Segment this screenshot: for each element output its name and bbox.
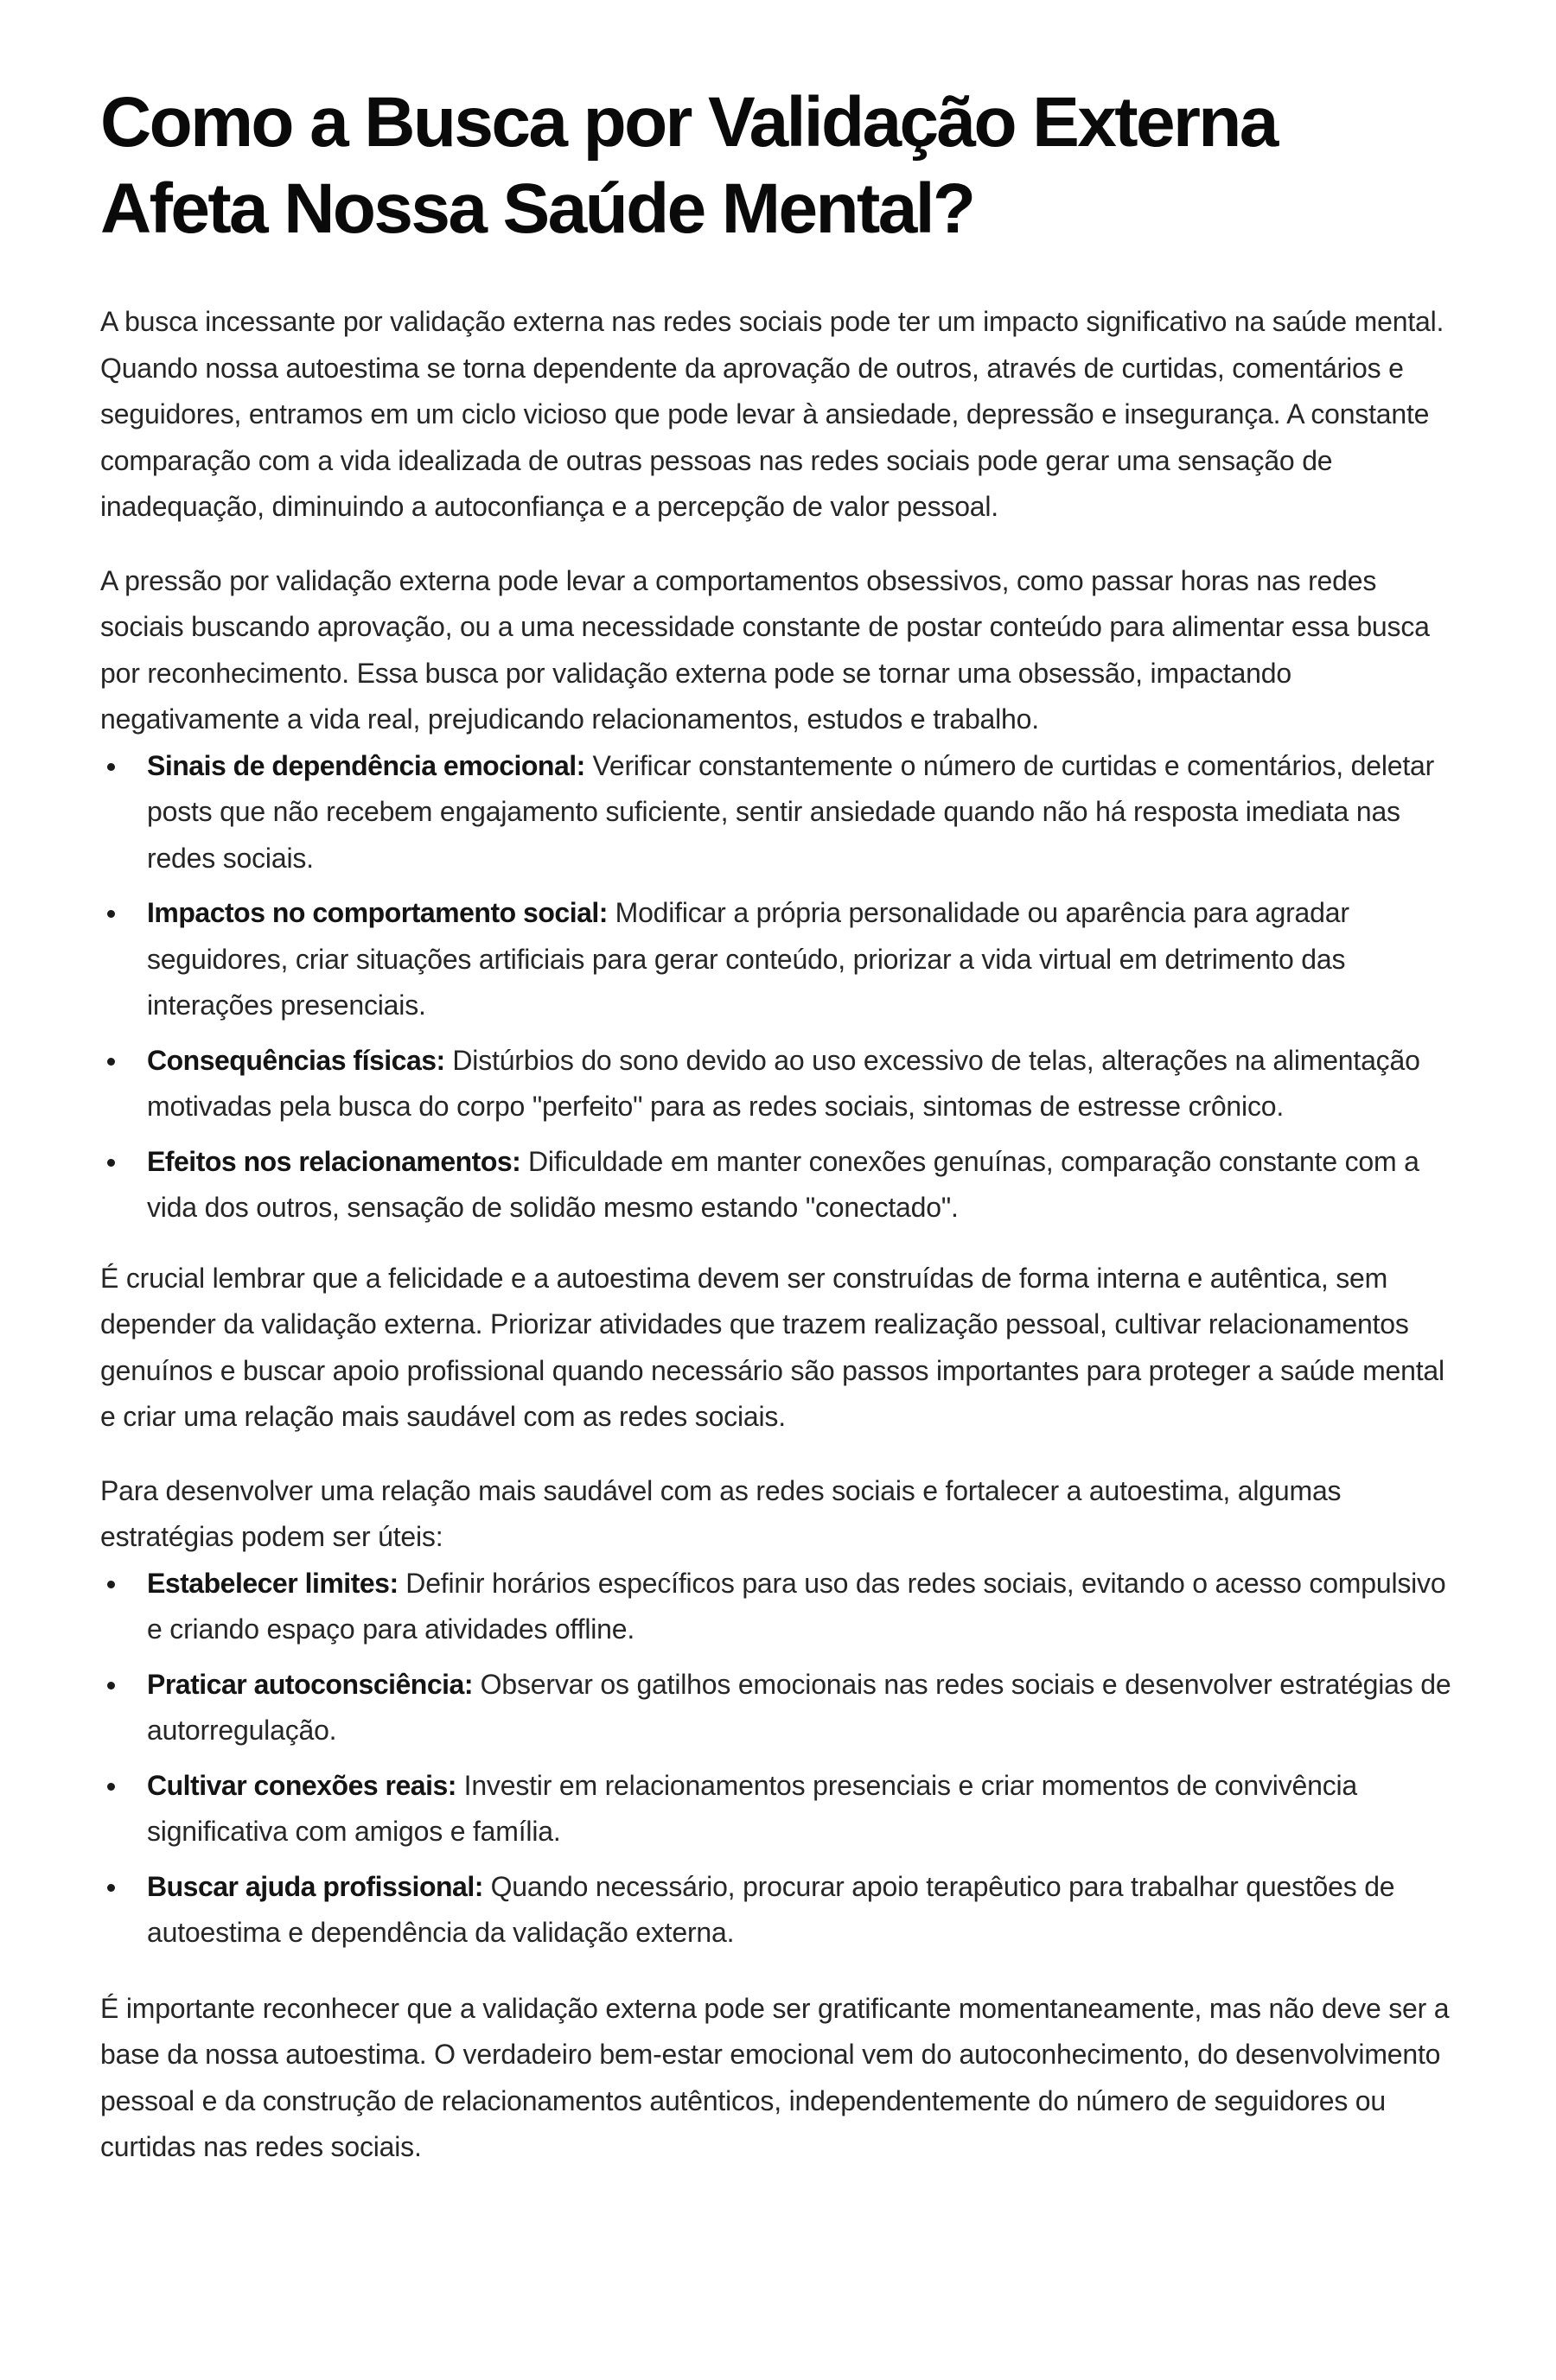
list-item-label: Efeitos nos relacionamentos:	[147, 1145, 521, 1177]
strategies-list	[100, 1561, 1456, 1957]
article-title	[100, 80, 1449, 252]
effects-list	[100, 743, 1456, 1231]
list-item	[100, 1864, 1456, 1957]
conclusion-paragraph: É importante reconhecer que a validação externa pode ser gratificante momentaneamente, mas não deve ser a base da nossa autoestima. O verdadeiro bem-estar emocional vem do autoconhecimento, do desenvolvimento pessoal e da construção de relacionamentos autênticos, independentemente do número de seguidores ou curtidas nas redes sociais.	[100, 1992, 1450, 2162]
pressure-paragraph: A pressão por validação externa pode levar a comportamentos obsessivos, como passar horas nas redes sociais buscando aprovação, ou a uma necessidade constante de postar conteúdo para alimentar essa busca por reconhecimento. Essa busca por validação externa pode se tornar uma obsessão, impactando negativamente a vida real, prejudicando relacionamentos, estudos e trabalho.	[100, 564, 1430, 735]
list-item	[100, 890, 1456, 1029]
list-item-label: Buscar ajuda profissional:	[147, 1870, 483, 1902]
list-item-text: Modificar a própria personalidade ou aparência para agradar seguidores, criar situações artificiais para gerar conteúdo, priorizar a vida virtual em detrimento das interações presenciais.	[147, 897, 1349, 1021]
list-item	[100, 1662, 1456, 1754]
list-item	[100, 1561, 1456, 1653]
list-item-text: Observar os gatilhos emocionais nas redes sociais e desenvolver estratégias de autorregulação.	[147, 1668, 1451, 1746]
list-item	[100, 1038, 1456, 1130]
bullet-icon	[107, 1682, 115, 1690]
bullet-icon	[107, 1581, 115, 1588]
strategies-intro-paragraph: Para desenvolver uma relação mais saudável com as redes sociais e fortalecer a autoestima, algumas estratégias podem ser úteis:	[100, 1474, 1342, 1552]
list-item-text: Verificar constantemente o número de curtidas e comentários, deletar posts que não recebem engajamento suficiente, sentir ansiedade quando não há resposta imediata nas redes sociais.	[147, 749, 1435, 874]
list-item-text: Definir horários específicos para uso das redes sociais, evitando o acesso compulsivo e criando espaço para atividades offline.	[147, 1567, 1446, 1645]
list-item	[100, 743, 1456, 882]
list-item-text: Investir em relacionamentos presenciais e criar momentos de convivência significativa com amigos e família.	[147, 1769, 1358, 1847]
article-title-line-2: Afeta Nossa Saúde Mental?	[100, 169, 974, 248]
bullet-icon	[107, 763, 115, 771]
bullet-icon	[107, 910, 115, 918]
list-item-label: Cultivar conexões reais:	[147, 1769, 456, 1801]
authenticity-paragraph: É crucial lembrar que a felicidade e a autoestima devem ser construídas de forma interna e autêntica, sem depender da validação externa. Priorizar atividades que trazem realização pessoal, cultivar relacionamentos genuínos e buscar apoio profissional quando necessário são passos importantes para proteger a saúde mental e criar uma relação mais saudável com as redes sociais.	[100, 1262, 1444, 1432]
list-item-text: Dificuldade em manter conexões genuínas, comparação constante com a vida dos outros, sensação de solidão mesmo estando "conectado".	[147, 1145, 1419, 1223]
bullet-icon	[107, 1884, 115, 1892]
list-item	[100, 1139, 1456, 1231]
list-item-label: Estabelecer limites:	[147, 1567, 399, 1599]
list-item-label: Praticar autoconsciência:	[147, 1668, 473, 1700]
list-item-text: Distúrbios do sono devido ao uso excessivo de telas, alterações na alimentação motivadas pela busca do corpo "perfeito" para as redes sociais, sintomas de estresse crônico.	[147, 1044, 1420, 1122]
list-item-label: Sinais de dependência emocional:	[147, 749, 585, 781]
list-item	[100, 1763, 1456, 1855]
intro-paragraph: A busca incessante por validação externa nas redes sociais pode ter um impacto significativo na saúde mental. Quando nossa autoestima se torna dependente da aprovação de outros, através de curtidas, comentários e seguidores, entramos em um ciclo vicioso que pode levar à ansiedade, depressão e insegurança. A constante comparação com a vida idealizada de outras pessoas nas redes sociais pode gerar uma sensação de inadequação, diminuindo a autoconfiança e a percepção de valor pessoal.	[100, 306, 1444, 522]
article-title-line-1: Como a Busca por Validação Externa	[100, 83, 1277, 162]
bullet-icon	[107, 1159, 115, 1167]
list-item-label: Impactos no comportamento social:	[147, 897, 608, 928]
bullet-icon	[107, 1058, 115, 1066]
bullet-icon	[107, 1783, 115, 1791]
list-item-text: Quando necessário, procurar apoio terapêutico para trabalhar questões de autoestima e dependência da validação externa.	[147, 1870, 1395, 1948]
list-item-label: Consequências físicas:	[147, 1044, 445, 1076]
